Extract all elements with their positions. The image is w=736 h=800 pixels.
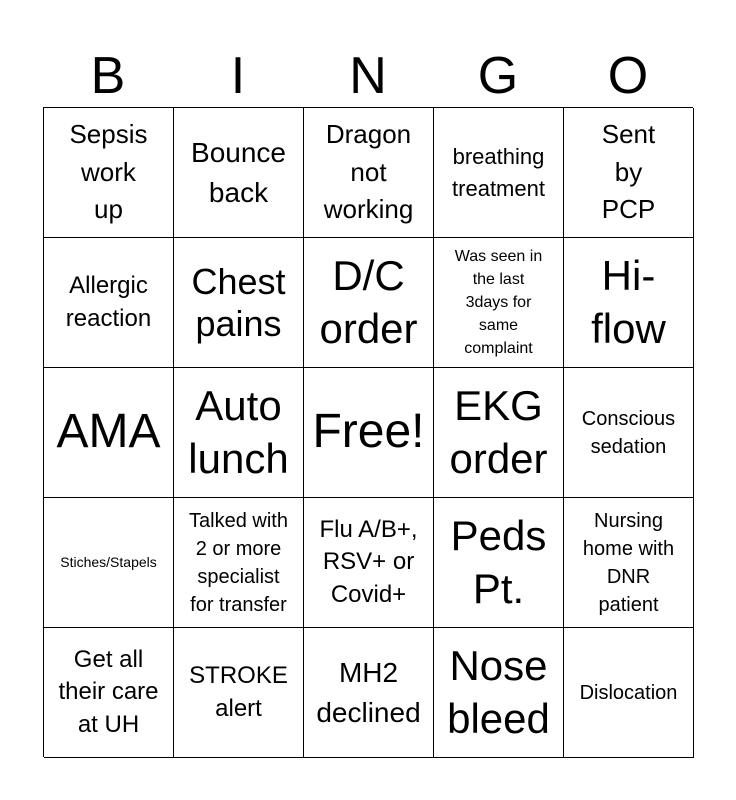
bingo-cell[interactable] — [44, 238, 174, 368]
cell-label: Conscious sedation — [581, 407, 676, 458]
cell-label: Auto lunch — [188, 382, 289, 482]
cell-label: MH2 declined — [316, 657, 421, 728]
cell-label: Hi- flow — [591, 252, 666, 352]
cell-label: Was seen in the last 3days for same complaint — [454, 247, 543, 358]
free-space-label: Free! — [312, 405, 425, 459]
cell-label: Get all their care at UH — [58, 645, 159, 738]
bingo-cell[interactable] — [304, 498, 434, 628]
cell-label: Stiches/Stapels — [60, 553, 157, 570]
bingo-cell[interactable] — [564, 108, 694, 238]
bingo-cell[interactable] — [564, 238, 694, 368]
free-space-cell[interactable] — [304, 368, 434, 498]
bingo-cell[interactable] — [434, 628, 564, 758]
bingo-cell[interactable] — [44, 368, 174, 498]
cell-label: Bounce back — [191, 137, 286, 208]
cell-label: Nose bleed — [447, 642, 550, 742]
bingo-cell[interactable] — [564, 628, 694, 758]
header-letter-b: B — [90, 47, 126, 105]
cell-label: Sepsis work up — [69, 118, 148, 225]
bingo-cell[interactable] — [174, 628, 304, 758]
cell-label: Nursing home with DNR patient — [582, 509, 675, 616]
header-letter-g: G — [477, 47, 519, 105]
cell-label: Allergic reaction — [65, 272, 152, 332]
cell-label: AMA — [56, 405, 161, 459]
header-letter-i: I — [230, 47, 246, 105]
bingo-cell[interactable] — [434, 238, 564, 368]
bingo-cell[interactable] — [44, 498, 174, 628]
cell-label: D/C order — [319, 252, 418, 352]
bingo-board — [43, 107, 693, 757]
cell-label: Peds Pt. — [450, 512, 547, 612]
bingo-cell[interactable] — [44, 108, 174, 238]
cell-label: Dragon not working — [323, 118, 414, 225]
cell-label: EKG order — [449, 382, 548, 482]
bingo-cell[interactable] — [174, 498, 304, 628]
cell-label: Dislocation — [579, 681, 678, 704]
header-letter-o: O — [607, 47, 649, 105]
cell-label: Talked with 2 or more specialist for transfer — [189, 509, 288, 616]
bingo-cell[interactable] — [564, 498, 694, 628]
bingo-cell[interactable] — [434, 368, 564, 498]
bingo-cell[interactable] — [564, 368, 694, 498]
bingo-cell[interactable] — [44, 628, 174, 758]
cell-label: Sent by PCP — [601, 118, 656, 225]
cell-label: STROKE alert — [189, 662, 288, 722]
cell-label: Chest pains — [191, 261, 286, 344]
bingo-cell[interactable] — [434, 498, 564, 628]
bingo-cell[interactable] — [434, 108, 564, 238]
bingo-cell[interactable] — [174, 238, 304, 368]
bingo-cell[interactable] — [174, 368, 304, 498]
cell-label: breathing treatment — [452, 143, 545, 201]
header-letter-n: N — [349, 47, 387, 105]
bingo-cell[interactable] — [304, 108, 434, 238]
cell-label: Flu A/B+, RSV+ or Covid+ — [319, 515, 418, 608]
bingo-cell[interactable] — [304, 628, 434, 758]
bingo-cell[interactable] — [174, 108, 304, 238]
bingo-cell[interactable] — [304, 238, 434, 368]
bingo-header — [43, 44, 693, 108]
